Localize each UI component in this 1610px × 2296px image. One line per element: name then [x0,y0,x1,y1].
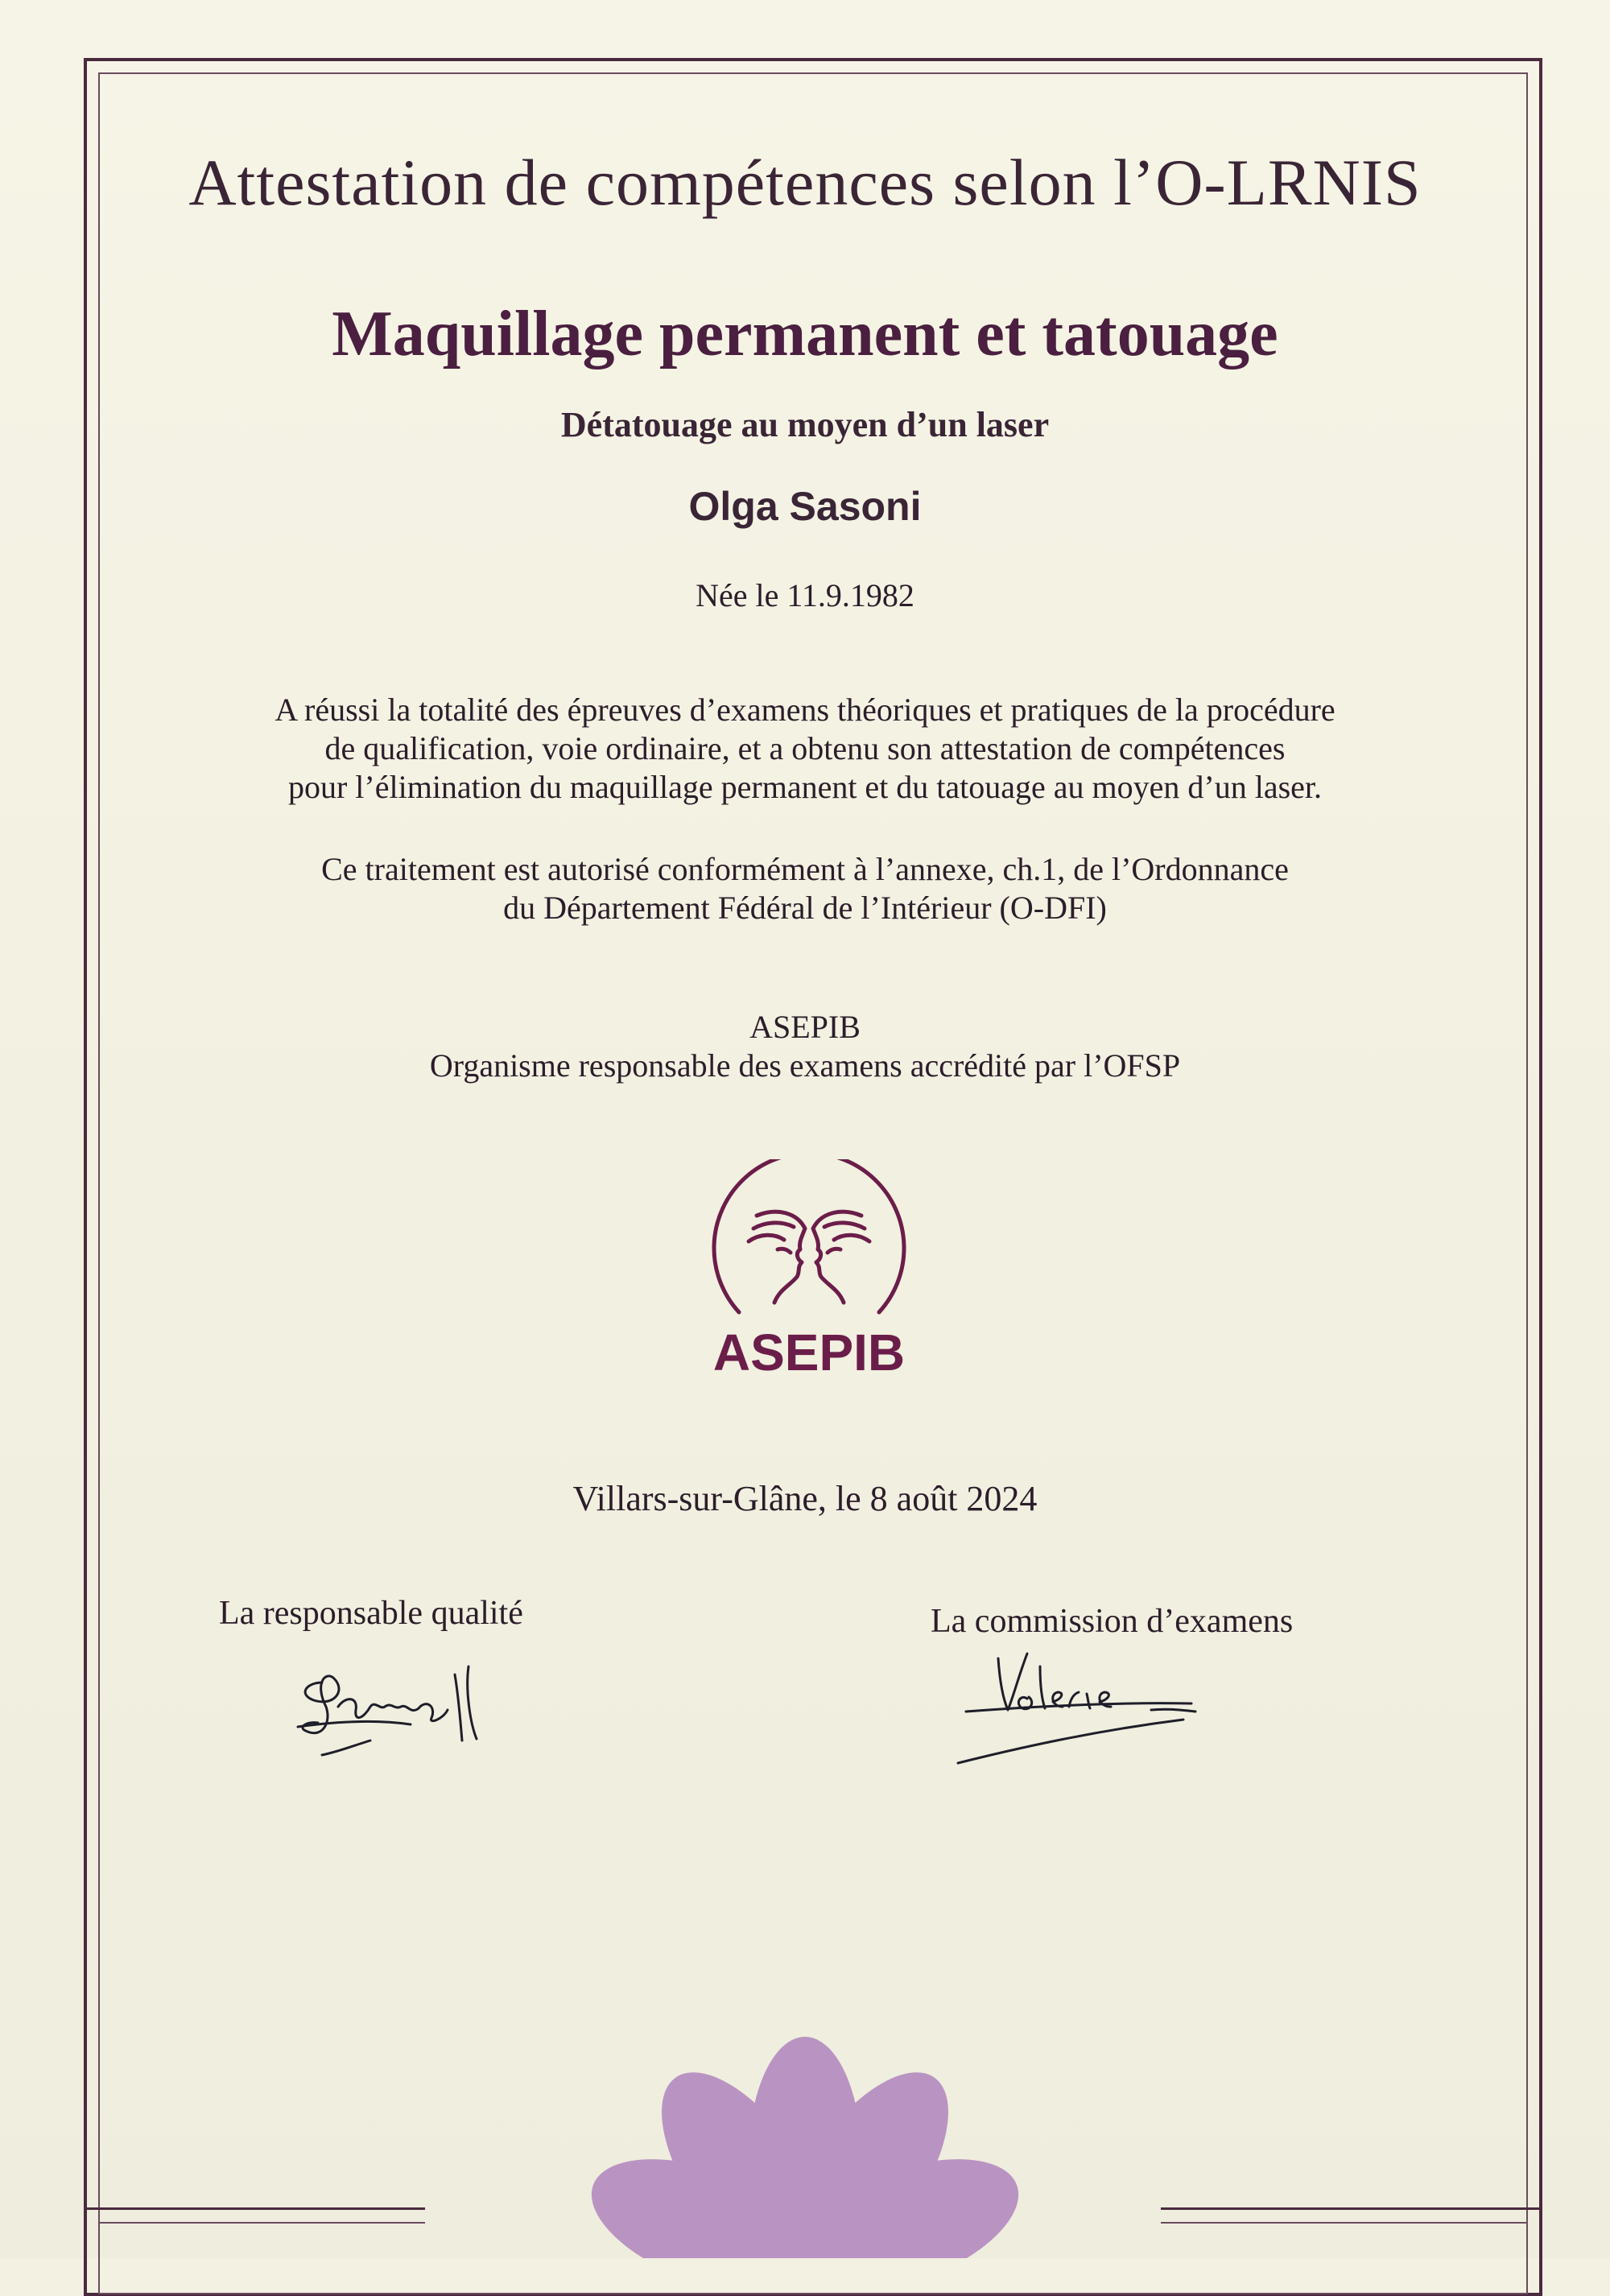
achievement-line: pour l’élimination du maquillage permanent et du tatouage au moyen d’un laser. [287,769,1323,805]
bottom-frame-line [98,2222,425,2224]
person-name: Olga Sasoni [688,484,922,529]
exam-commission-label: La commission d’examens [931,1603,1294,1640]
achievement-line: de qualification, voie ordinaire, et a obtenu son attestation de compétences [324,730,1286,766]
organization-name: ASEPIB [749,1009,861,1045]
certificate-header: Attestation de compétences selon l’O-LRNIS [188,146,1422,219]
quality-manager-signature [290,1650,507,1795]
authorization-paragraph [0,850,1610,927]
decorative-flower [499,2029,1111,2258]
asepib-logo [700,1159,918,1385]
certificate-title: Maquillage permanent et tatouage [332,299,1278,370]
achievement-line: A réussi la totalité des épreuves d’examens théoriques et pratiques de la procédure [275,692,1335,728]
bottom-frame-line [1161,2207,1542,2210]
bottom-frame-line [1161,2222,1528,2224]
bottom-frame-line [84,2207,425,2210]
exam-commission-signature [950,1642,1224,1787]
quality-manager-label: La responsable qualité [219,1595,523,1632]
place-and-date: Villars-sur-Glâne, le 8 août 2024 [572,1479,1038,1518]
authorization-line: Ce traitement est autorisé conformément à l’annexe, ch.1, de l’Ordonnance [321,851,1289,887]
organization-description: Organisme responsable des examens accrédité par l’OFSP [429,1047,1181,1084]
logo-text: ASEPIB [712,1324,906,1381]
certificate-subtitle: Détatouage au moyen d’un laser [560,405,1050,444]
two-faces-logo-icon [700,1159,918,1385]
authorization-line: du Département Fédéral de l’Intérieur (O-DFI) [503,890,1107,926]
birth-date: Née le 11.9.1982 [696,577,914,613]
achievement-paragraph [0,691,1610,807]
